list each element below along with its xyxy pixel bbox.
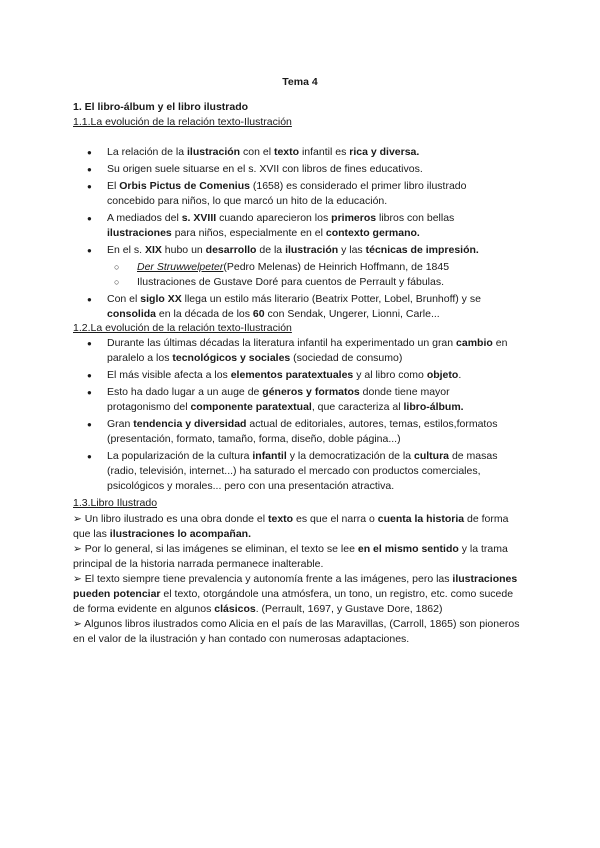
list-item: ● Esto ha dado lugar a un auge de géneros y formatos donde tiene mayor protagonismo del componente paratextual, que caracteriza al libro-álbum. <box>73 385 513 415</box>
bullet-list-1-2 <box>73 336 513 496</box>
paragraph: ➢ Algunos libros ilustrados como Alicia en el país de las Maravillas, (Carroll, 1865) son pioneros en el valor de la ilustración y han contado con numerosas adaptaciones. <box>73 618 520 645</box>
list-item: ● La popularización de la cultura infantil y la democratización de la cultura de masas (radio, televisión, internet...) ha saturado el mercado con productos comerciales, psicológicos y morales... pero con una presentación atractiva. <box>73 449 513 494</box>
list-item: ● La relación de la ilustración con el texto infantil es rica y diversa. <box>73 145 513 160</box>
sub-list-item: ○ Der Struwwelpeter(Pedro Melenas) de Heinrich Hoffmann, de 1845 <box>73 260 513 275</box>
list-item: ● A mediados del s. XVIII cuando aparecieron los primeros libros con bellas ilustraciones para niños, especialmente en el contexto germano. <box>73 211 513 241</box>
subsection-heading-1-3: 1.3.Libro Ilustrado <box>73 497 158 509</box>
list-item: ● Con el siglo XX llega un estilo más literario (Beatrix Potter, Lobel, Brunhoff) y se consolida en la década de los 60 con Sendak, Ungerer, Lionni, Carle... <box>73 292 513 322</box>
list-item: ● El más visible afecta a los elementos paratextuales y al libro como objeto. <box>73 368 513 383</box>
subsection-heading-1-1: 1.1.La evolución de la relación texto-Ilustración <box>73 116 292 128</box>
subsection-heading-1-2: 1.2.La evolución de la relación texto-Ilustración <box>73 322 292 334</box>
list-item: ● Su origen suele situarse en el s. XVII con libros de fines educativos. <box>73 162 513 177</box>
page-title: Tema 4 <box>282 76 318 88</box>
bullet-list-1-1 <box>73 145 513 324</box>
list-item: ● Gran tendencia y diversidad actual de editoriales, autores, temas, estilos,formatos (presentación, formato, tamaño, forma, diseño, doble página...) <box>73 417 513 447</box>
sub-bullet-list <box>73 260 513 290</box>
list-item: ● Durante las últimas décadas la literatura infantil ha experimentado un gran cambio en paralelo a los tecnológicos y sociales (sociedad de consumo) <box>73 336 513 366</box>
sub-list-item: ○ Ilustraciones de Gustave Doré para cuentos de Perrault y fábulas. <box>73 275 513 290</box>
paragraphs-1-3 <box>73 512 523 647</box>
sub-list-container <box>73 260 513 290</box>
paragraph: ➢ Por lo general, si las imágenes se eliminan, el texto se lee en el mismo sentido y la trama principal de la historia narrada permanece inalterable. <box>73 543 508 570</box>
list-item: ● En el s. XIX hubo un desarrollo de la ilustración y las técnicas de impresión. <box>73 243 513 258</box>
paragraph: ➢ Un libro ilustrado es una obra donde el texto es que el narra o cuenta la historia de forma que las ilustraciones lo acompañan. <box>73 513 509 540</box>
section-heading: 1. El libro-álbum y el libro ilustrado <box>73 101 249 113</box>
list-item: ● El Orbis Pictus de Comenius (1658) es considerado el primer libro ilustrado concebido para niños, lo que marcó un hito de la educación. <box>73 179 513 209</box>
paragraph: ➢ El texto siempre tiene prevalencia y autonomía frente a las imágenes, pero las ilustraciones pueden potenciar el texto, otorgándole una atmósfera, un tono, un registro, etc. como sucede de forma evidente en algunos clásicos. (Perrault, 1697, y Gustave Dore, 1862) <box>73 573 518 615</box>
